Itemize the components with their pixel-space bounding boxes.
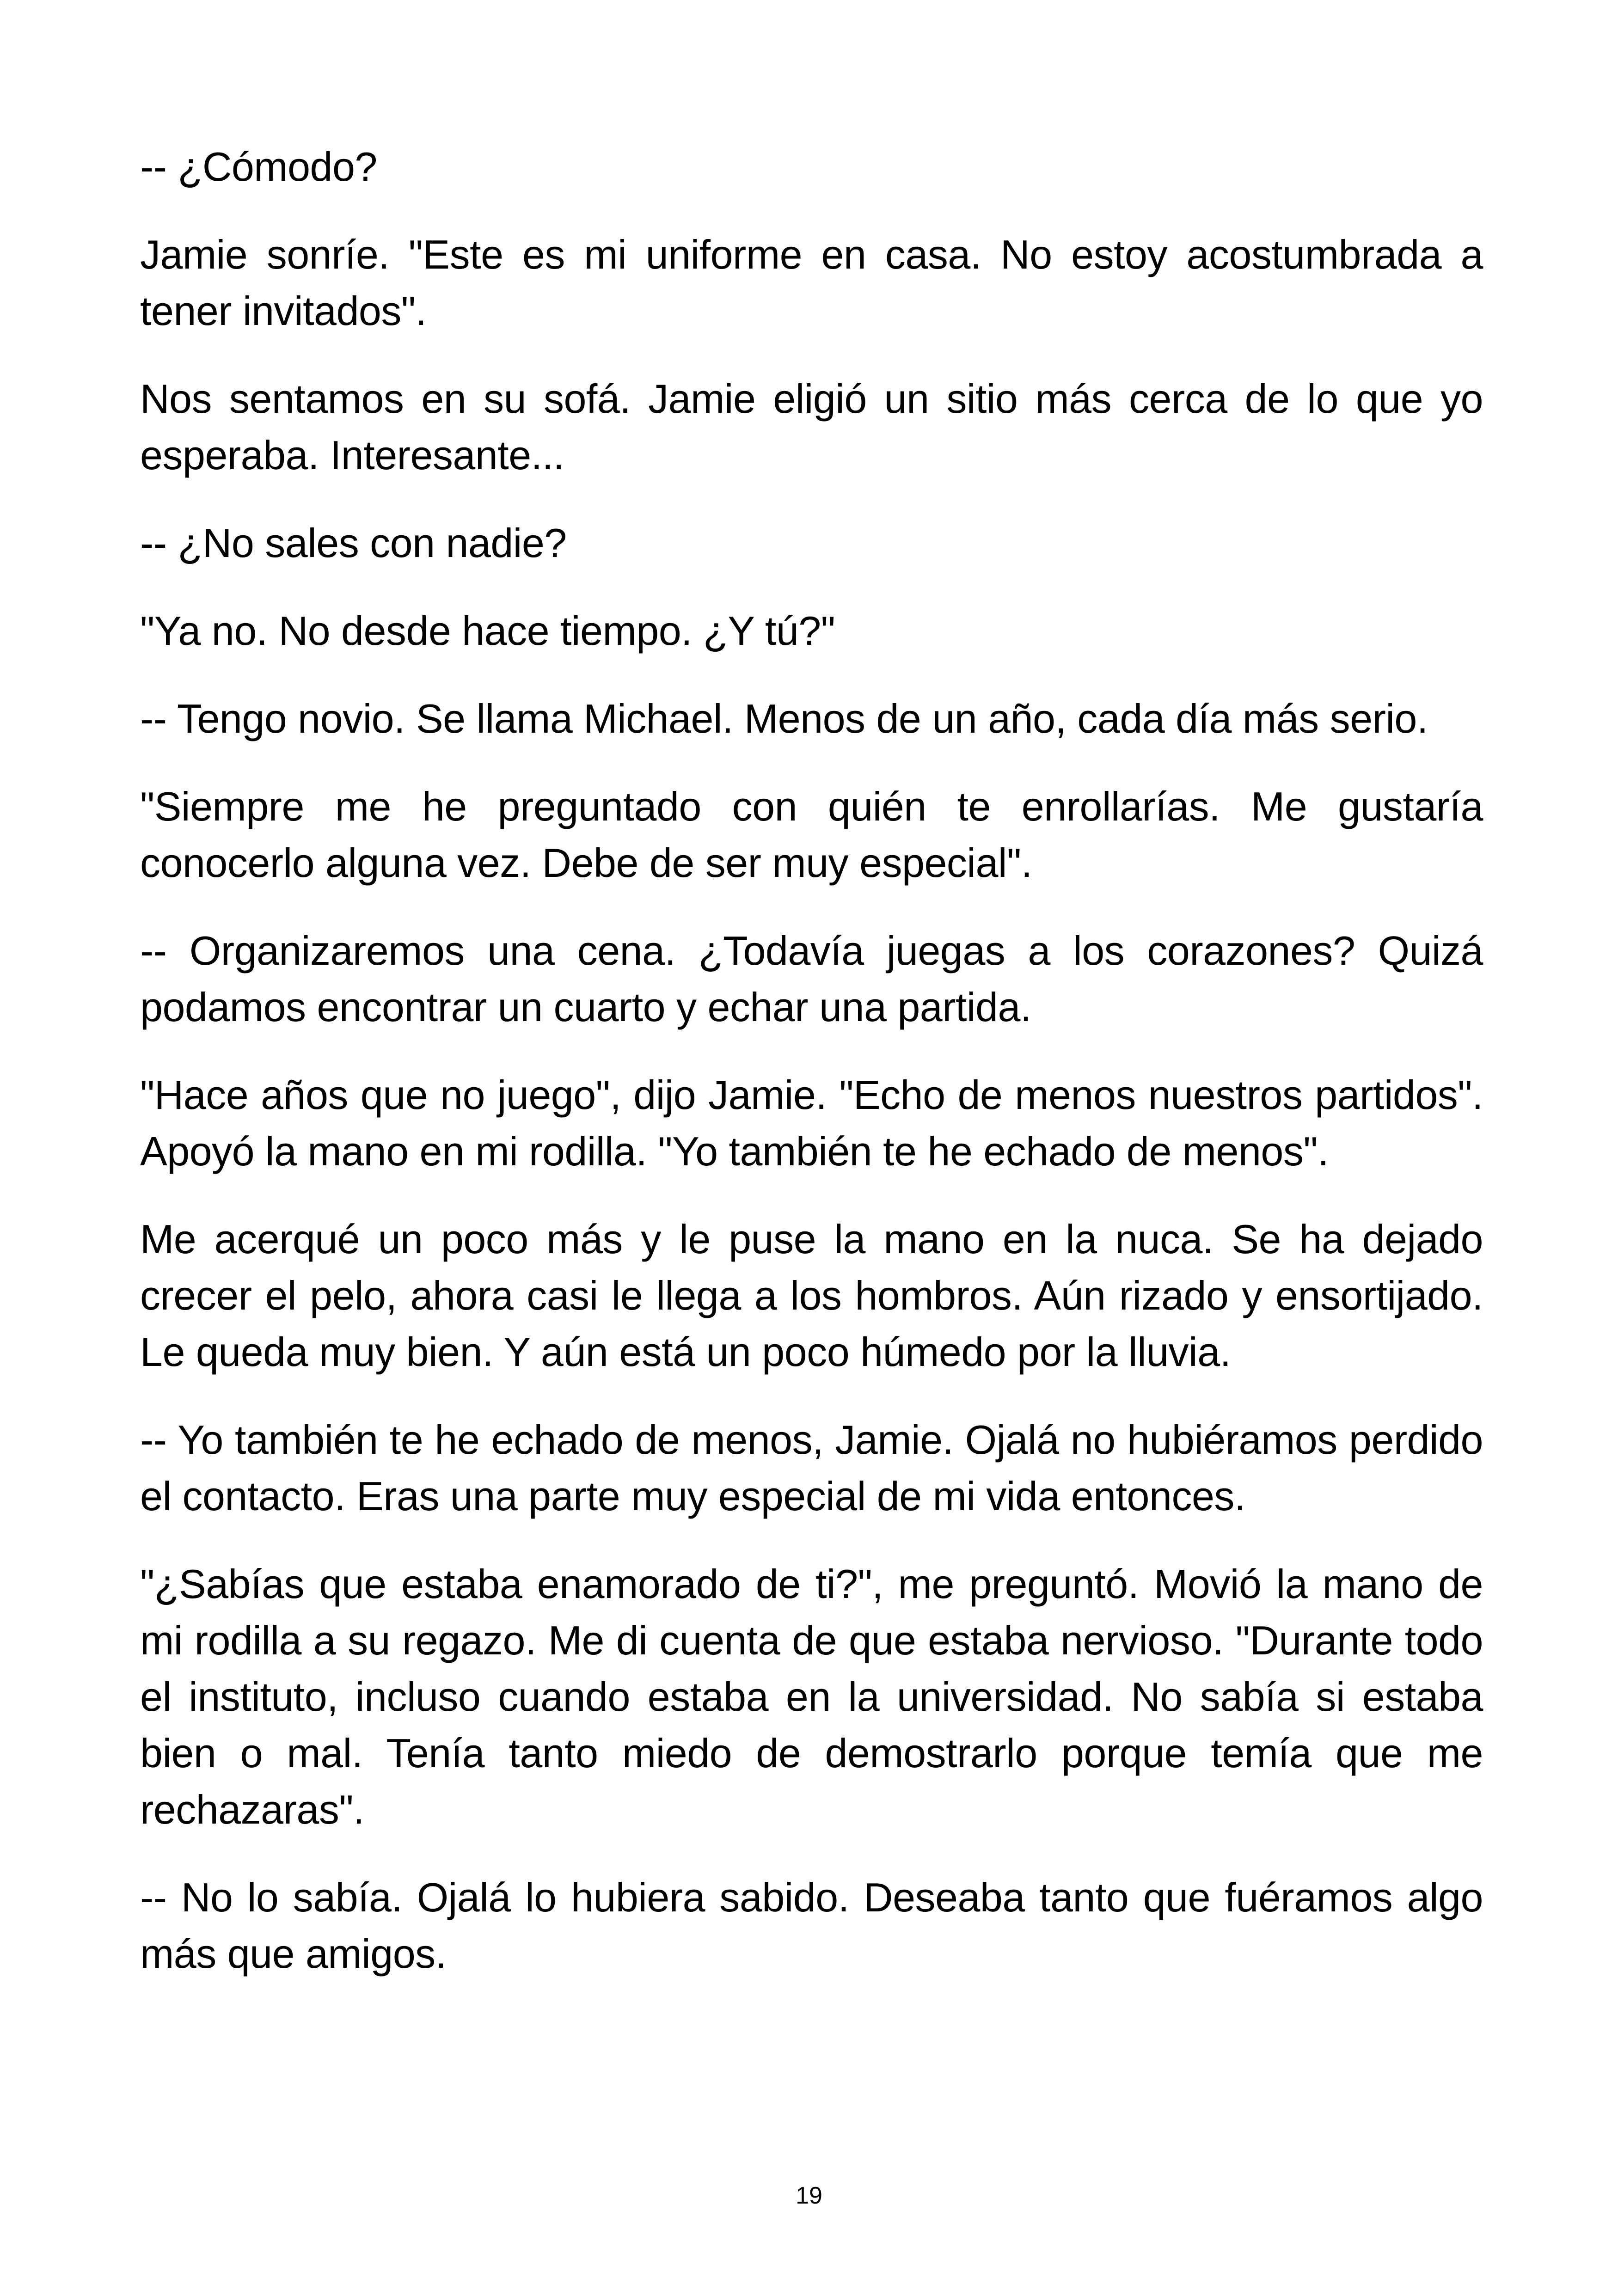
paragraph: -- Yo también te he echado de menos, Jamie. Ojalá no hubiéramos perdido el contacto. Eras una parte muy especial de mi vida entonces. <box>140 1417 1483 1519</box>
page-number: 19 <box>796 2182 822 2209</box>
paragraph: -- Tengo novio. Se llama Michael. Menos de un año, cada día más serio. <box>140 696 1428 741</box>
paragraph: -- No lo sabía. Ojalá lo hubiera sabido. Deseaba tanto que fuéramos algo más que amigos. <box>140 1874 1483 1977</box>
paragraph: -- ¿No sales con nadie? <box>140 520 567 566</box>
paragraph: -- ¿Cómodo? <box>140 144 377 190</box>
paragraph: "Ya no. No desde hace tiempo. ¿Y tú?" <box>140 608 835 654</box>
paragraph: Nos sentamos en su sofá. Jamie eligió un sitio más cerca de lo que yo esperaba. Interesante... <box>140 376 1483 478</box>
paragraph: Me acerqué un poco más y le puse la mano en la nuca. Se ha dejado crecer el pelo, ahora casi le llega a los hombros. Aún rizado y ensortijado. Le queda muy bien. Y aún está un poco húmedo por la lluvia. <box>140 1216 1483 1375</box>
paragraph: "Hace años que no juego", dijo Jamie. "Echo de menos nuestros partidos". Apoyó la mano en mi rodilla. "Yo también te he echado de menos". <box>140 1072 1483 1174</box>
paragraph: -- Organizaremos una cena. ¿Todavía juegas a los corazones? Quizá podamos encontrar un cuarto y echar una partida. <box>140 928 1483 1030</box>
paragraph: Jamie sonríe. "Este es mi uniforme en casa. No estoy acostumbrada a tener invitados". <box>140 232 1483 334</box>
paragraph: "¿Sabías que estaba enamorado de ti?", me preguntó. Movió la mano de mi rodilla a su regazo. Me di cuenta de que estaba nervioso. "Durante todo el instituto, incluso cuando estaba en la universidad. No sabía si estaba bien o mal. Tenía tanto miedo de demostrarlo porque temía que me rechazaras". <box>140 1561 1483 1832</box>
paragraph: "Siempre me he preguntado con quién te enrollarías. Me gustaría conocerlo alguna vez. Debe de ser muy especial". <box>140 784 1483 886</box>
text-body <box>140 139 1483 2014</box>
